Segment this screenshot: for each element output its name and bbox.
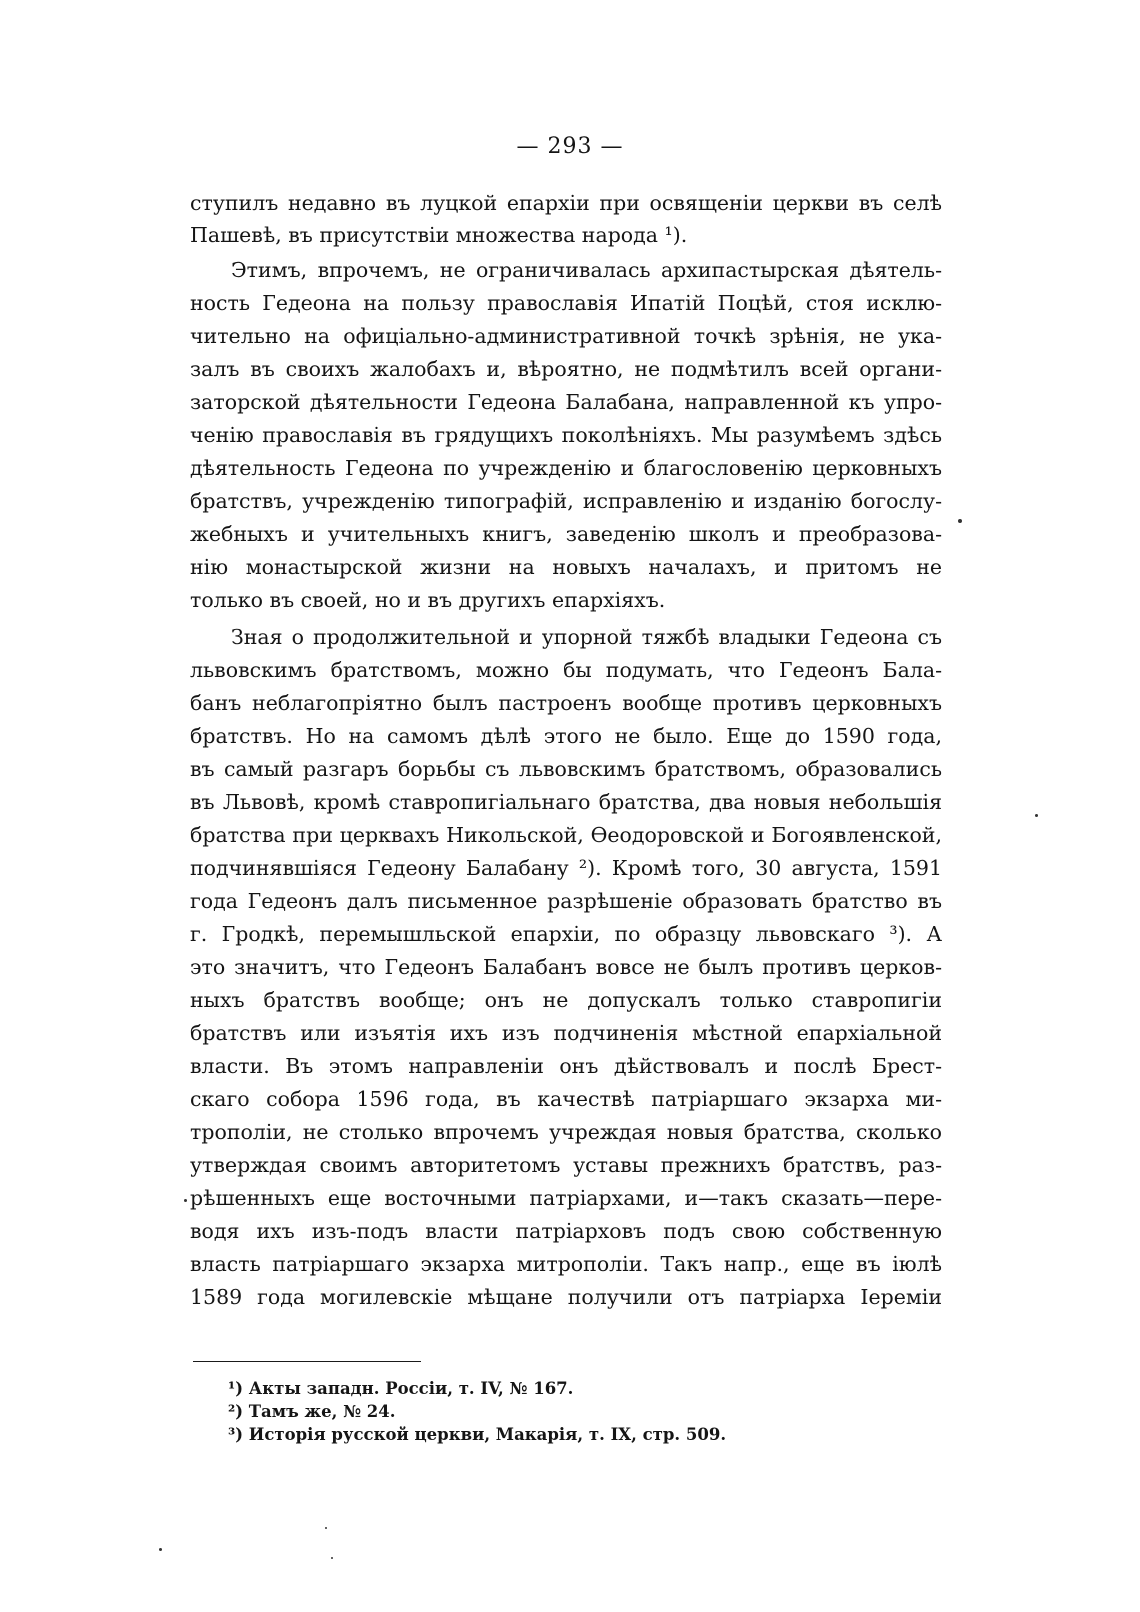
scan-speck (184, 1199, 187, 1202)
text-line: Пашевѣ, въ присутствіи множества народа ¹). (190, 223, 688, 247)
text-line: ность Гедеона на пользу православія Ипатій Поцѣй, стоя исклю- (190, 291, 942, 315)
text-line: въ Львовѣ, кромѣ ставропигіальнаго братства, два новыя небольшія (190, 790, 942, 814)
text-line: года Гедеонъ далъ письменное разрѣшеніе образовать братство въ (190, 889, 942, 913)
scan-speck (159, 1548, 162, 1551)
text-line: скаго собора 1596 года, въ качествѣ патріаршаго экзарха ми- (190, 1087, 942, 1111)
scan-speck (1035, 814, 1038, 817)
text-line: заторской дѣятельности Гедеона Балабана, направленной къ упро- (190, 390, 942, 414)
scan-speck (331, 1557, 333, 1559)
text-line: Зная о продолжительной и упорной тяжбѣ владыки Гедеона съ (231, 625, 942, 649)
text-line: залъ въ своихъ жалобахъ и, вѣроятно, не подмѣтилъ всей органи- (190, 357, 942, 381)
text-line: ступилъ недавно въ луцкой епархіи при освященіи церкви въ селѣ (190, 191, 942, 215)
text-line: братствъ или изъятія ихъ изъ подчиненія мѣстной епархіальной (190, 1021, 942, 1045)
text-line: власть патріаршаго экзарха митрополіи. Такъ напр., еще въ іюлѣ (190, 1252, 942, 1276)
text-line: это значитъ, что Гедеонъ Балабанъ вовсе не былъ противъ церков- (190, 955, 942, 979)
scan-speck (325, 1527, 327, 1529)
text-line: 1589 года могилевскіе мѣщане получили отъ патріарха Іереміи (190, 1285, 942, 1309)
text-line: банъ неблагопріятно былъ пастроенъ вообще противъ церковныхъ (190, 691, 942, 715)
text-line: рѣшенныхъ еще восточными патріархами, и—такъ сказать—пере- (190, 1186, 942, 1210)
text-line: трополіи, не столько впрочемъ учреждая новыя братства, сколько (190, 1120, 942, 1144)
text-line: ныхъ братствъ вообще; онъ не допускалъ только ставропигіи (190, 988, 942, 1012)
scan-speck (958, 519, 962, 523)
text-line: чительно на офиціально-административной точкѣ зрѣнія, не ука- (190, 324, 942, 348)
text-line: братствъ. Но на самомъ дѣлѣ этого не было. Еще до 1590 года, (190, 724, 942, 748)
text-line: только въ своей, но и въ другихъ епархіяхъ. (190, 588, 666, 612)
text-line: подчинявшіяся Гедеону Балабану ²). Кромѣ того, 30 августа, 1591 (190, 856, 942, 880)
text-line: водя ихъ изъ-подъ власти патріарховъ подъ свою собственную (190, 1219, 942, 1243)
text-line: власти. Въ этомъ направленіи онъ дѣйствовалъ и послѣ Брест- (190, 1054, 942, 1078)
footnote: ³) Исторія русской церкви, Макарія, т. IX, стр. 509. (228, 1425, 727, 1444)
text-line: нію монастырской жизни на новыхъ началахъ, и притомъ не (190, 555, 942, 579)
text-line: Этимъ, впрочемъ, не ограничивалась архипастырская дѣятель- (231, 258, 942, 282)
text-line: дѣятельность Гедеона по учрежденію и благословенію церковныхъ (190, 456, 942, 480)
text-line: братства при церквахъ Никольской, Ѳеодоровской и Богоявленской, (190, 823, 942, 847)
page-number: — 293 — (516, 134, 624, 159)
text-line: львовскимъ братствомъ, можно бы подумать, что Гедеонъ Бала- (190, 658, 942, 682)
footnote: ¹) Акты западн. Россіи, т. IV, № 167. (228, 1379, 574, 1398)
text-line: въ самый разгаръ борьбы съ львовскимъ братствомъ, образовались (190, 757, 942, 781)
text-line: ченію православія въ грядущихъ поколѣніяхъ. Мы разумѣемъ здѣсь (190, 423, 942, 447)
footnote: ²) Тамъ же, № 24. (228, 1402, 396, 1421)
footnote-divider (193, 1361, 421, 1362)
text-line: утверждая своимъ авторитетомъ уставы прежнихъ братствъ, раз- (190, 1153, 942, 1177)
text-line: жебныхъ и учительныхъ книгъ, заведенію школъ и преобразова- (190, 522, 942, 546)
text-line: братствъ, учрежденію типографій, исправленію и изданію богослу- (190, 489, 942, 513)
text-line: г. Гродкѣ, перемышльской епархіи, по образцу львовскаго ³). А (190, 922, 942, 946)
